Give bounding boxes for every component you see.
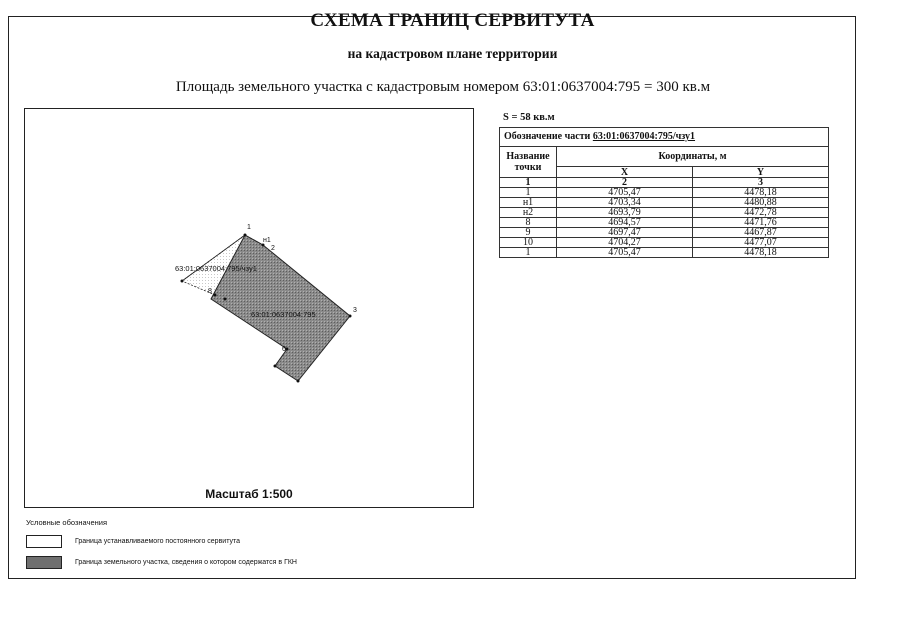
col-x: X — [557, 167, 693, 178]
point-label: 6 — [282, 346, 286, 353]
part-designation: Обозначение части 63:01:0637004:795/чзу1 — [500, 128, 829, 147]
table-row: н2 4693,79 4472,78 — [500, 208, 829, 218]
coordinates-table — [499, 127, 829, 258]
servitude-area-value: S = 58 кв.м — [503, 112, 555, 123]
servitude-label: 63:01:0637004:795/чзу1 — [175, 264, 257, 273]
point-label: 1 — [247, 224, 251, 231]
col-number: 3 — [692, 178, 828, 188]
legend-text-parcel: Граница земельного участка, сведения о котором содержатся в ГКН — [75, 559, 297, 566]
col-number: 1 — [500, 178, 557, 188]
header-row — [500, 147, 829, 167]
table-row: 8 4694,57 4471,76 — [500, 218, 829, 228]
table-row: 10 4704,27 4477,07 — [500, 238, 829, 248]
point-label: 2 — [271, 245, 275, 252]
cadastral-plan — [24, 108, 474, 508]
parcel-label: 63:01:0637004:795 — [251, 310, 316, 319]
legend-swatch-servitude — [26, 535, 62, 548]
point-label: 3 — [353, 307, 357, 314]
table-row: 9 4697,47 4467,87 — [500, 228, 829, 238]
point-label: 8 — [208, 288, 212, 295]
column-numbers-row — [500, 178, 829, 188]
parcel-area-line: Площадь земельного участка с кадастровым номером 63:01:0637004:795 = 300 кв.м — [175, 79, 711, 95]
col-coordinates: Координаты, м — [557, 147, 829, 167]
legend-swatch-parcel — [26, 556, 62, 569]
page-title: СХЕМА ГРАНИЦ СЕРВИТУТА — [310, 10, 595, 31]
scale-label: Масштаб 1:500 — [205, 487, 293, 501]
part-number: 63:01:0637004:795/чзу1 — [592, 131, 696, 142]
legend-title: Условные обозначения — [26, 518, 108, 527]
table-row: н1 4703,34 4480,88 — [500, 198, 829, 208]
col-point-name: Название точки — [500, 147, 557, 178]
legend-text-servitude: Граница устанавливаемого постоянного сервитута — [75, 538, 241, 545]
plan-drawing — [25, 109, 475, 509]
col-number: 2 — [557, 178, 693, 188]
table-row: 1 4705,47 4478,18 — [500, 248, 829, 258]
part-designation-row — [500, 128, 829, 147]
table-row: 1 4705,47 4478,18 — [500, 188, 829, 198]
col-y: Y — [692, 167, 828, 178]
point-label: н1 — [263, 237, 271, 244]
page-subtitle: на кадастровом плане территории — [347, 46, 558, 61]
